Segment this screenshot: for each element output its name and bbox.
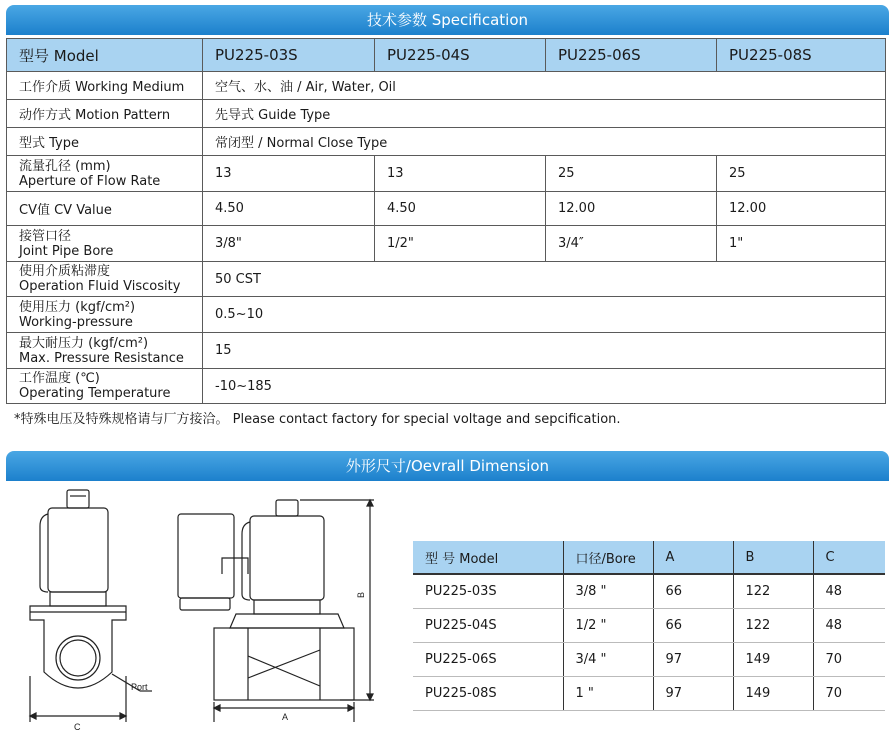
cell: 3/8 " [563, 574, 653, 609]
table-row [413, 609, 885, 643]
table-row [413, 574, 885, 609]
label-en: Aperture of Flow Rate [19, 173, 161, 189]
dimension-b-label: B [356, 591, 366, 598]
specification-banner: 技术参数 Specification [6, 5, 889, 35]
cv-value-row [7, 192, 886, 226]
cell: 66 [653, 609, 733, 643]
cell: PU225-08S [413, 677, 563, 711]
table-row [413, 643, 885, 677]
valve-dimension-drawing [0, 486, 400, 732]
dimension-header-row [413, 541, 885, 574]
working-pressure-row [7, 297, 886, 333]
max-pressure-row [7, 333, 886, 369]
header-model: 型 号 Model [413, 541, 563, 574]
header-a: A [653, 541, 733, 574]
table-row [413, 677, 885, 711]
cell: 4.50 [375, 192, 546, 226]
spec-header-row [7, 39, 886, 72]
cell: 3/4″ [546, 226, 717, 262]
row-label [7, 369, 203, 404]
cell: 48 [813, 574, 885, 609]
header-b: B [733, 541, 813, 574]
row-label [7, 297, 203, 333]
cell: PU225-03S [413, 574, 563, 609]
header-c: C [813, 541, 885, 574]
cell: 1/2 " [563, 609, 653, 643]
row-label: 型式 Type [7, 128, 203, 156]
model-06s: PU225-06S [546, 39, 717, 72]
row-value: 0.5~10 [203, 297, 886, 333]
header-bore: 口径/Bore [563, 541, 653, 574]
row-label [7, 226, 203, 262]
cell: 66 [653, 574, 733, 609]
cell: 122 [733, 574, 813, 609]
cell: 97 [653, 677, 733, 711]
model-header: 型号 Model [7, 39, 203, 72]
row-value: -10~185 [203, 369, 886, 404]
port-label: Port [131, 682, 148, 692]
dimension-c-label: C [74, 722, 81, 732]
dimension-a-label: A [282, 712, 289, 722]
cell: 1 " [563, 677, 653, 711]
row-label [7, 262, 203, 297]
row-value: 15 [203, 333, 886, 369]
cell: 122 [733, 609, 813, 643]
cell: 12.00 [546, 192, 717, 226]
label-cn: 接管口径 [19, 228, 72, 244]
cell: 13 [203, 156, 375, 192]
row-value: 先导式 Guide Type [203, 100, 886, 128]
row-label: 工作介质 Working Medium [7, 72, 203, 100]
label-en: Operating Temperature [19, 386, 171, 401]
cell: 12.00 [717, 192, 886, 226]
label-cn: 使用压力 (kgf/cm²) [19, 299, 136, 315]
cell: PU225-06S [413, 643, 563, 677]
row-label [7, 156, 203, 192]
pipe-bore-row [7, 226, 886, 262]
row-label [7, 333, 203, 369]
row-value: 常闭型 / Normal Close Type [203, 128, 886, 156]
cell: PU225-04S [413, 609, 563, 643]
model-03s: PU225-03S [203, 39, 375, 72]
motion-pattern-row [7, 100, 886, 128]
cell: 25 [546, 156, 717, 192]
row-value: 空气、水、油 / Air, Water, Oil [203, 72, 886, 100]
temperature-row [7, 369, 886, 404]
cell: 48 [813, 609, 885, 643]
cell: 70 [813, 643, 885, 677]
cell: 70 [813, 677, 885, 711]
working-medium-row [7, 72, 886, 100]
label-en: Working-pressure [19, 314, 133, 330]
cell: 149 [733, 643, 813, 677]
cell: 1" [717, 226, 886, 262]
cell: 149 [733, 677, 813, 711]
row-value: 50 CST [203, 262, 886, 297]
cell: 3/8" [203, 226, 375, 262]
row-label: CV值 CV Value [7, 192, 203, 226]
cell: 25 [717, 156, 886, 192]
type-row [7, 128, 886, 156]
cell: 97 [653, 643, 733, 677]
side-view-valve [178, 500, 374, 722]
label-cn: 使用介质粘滞度 [19, 264, 111, 279]
label-cn: 流量孔径 (mm) [19, 158, 111, 174]
cell: 4.50 [203, 192, 375, 226]
cell: 3/4 " [563, 643, 653, 677]
aperture-row [7, 156, 886, 192]
model-04s: PU225-04S [375, 39, 546, 72]
model-08s: PU225-08S [717, 39, 886, 72]
dimension-banner: 外形尺寸/Oevrall Dimension [6, 451, 889, 481]
label-en: Joint Pipe Bore [19, 243, 114, 259]
special-voltage-note: *特殊电压及特殊规格请与厂方接洽。 Please contact factory for special voltage and sepcification. [14, 412, 621, 427]
viscosity-row [7, 262, 886, 297]
cell: 1/2" [375, 226, 546, 262]
specification-table [6, 38, 886, 404]
label-cn: 工作温度 (℃) [19, 371, 100, 386]
label-cn: 最大耐压力 (kgf/cm²) [19, 335, 149, 351]
row-label: 动作方式 Motion Pattern [7, 100, 203, 128]
cell: 13 [375, 156, 546, 192]
dimension-table [413, 541, 885, 711]
label-en: Max. Pressure Resistance [19, 350, 184, 366]
label-en: Operation Fluid Viscosity [19, 279, 181, 294]
